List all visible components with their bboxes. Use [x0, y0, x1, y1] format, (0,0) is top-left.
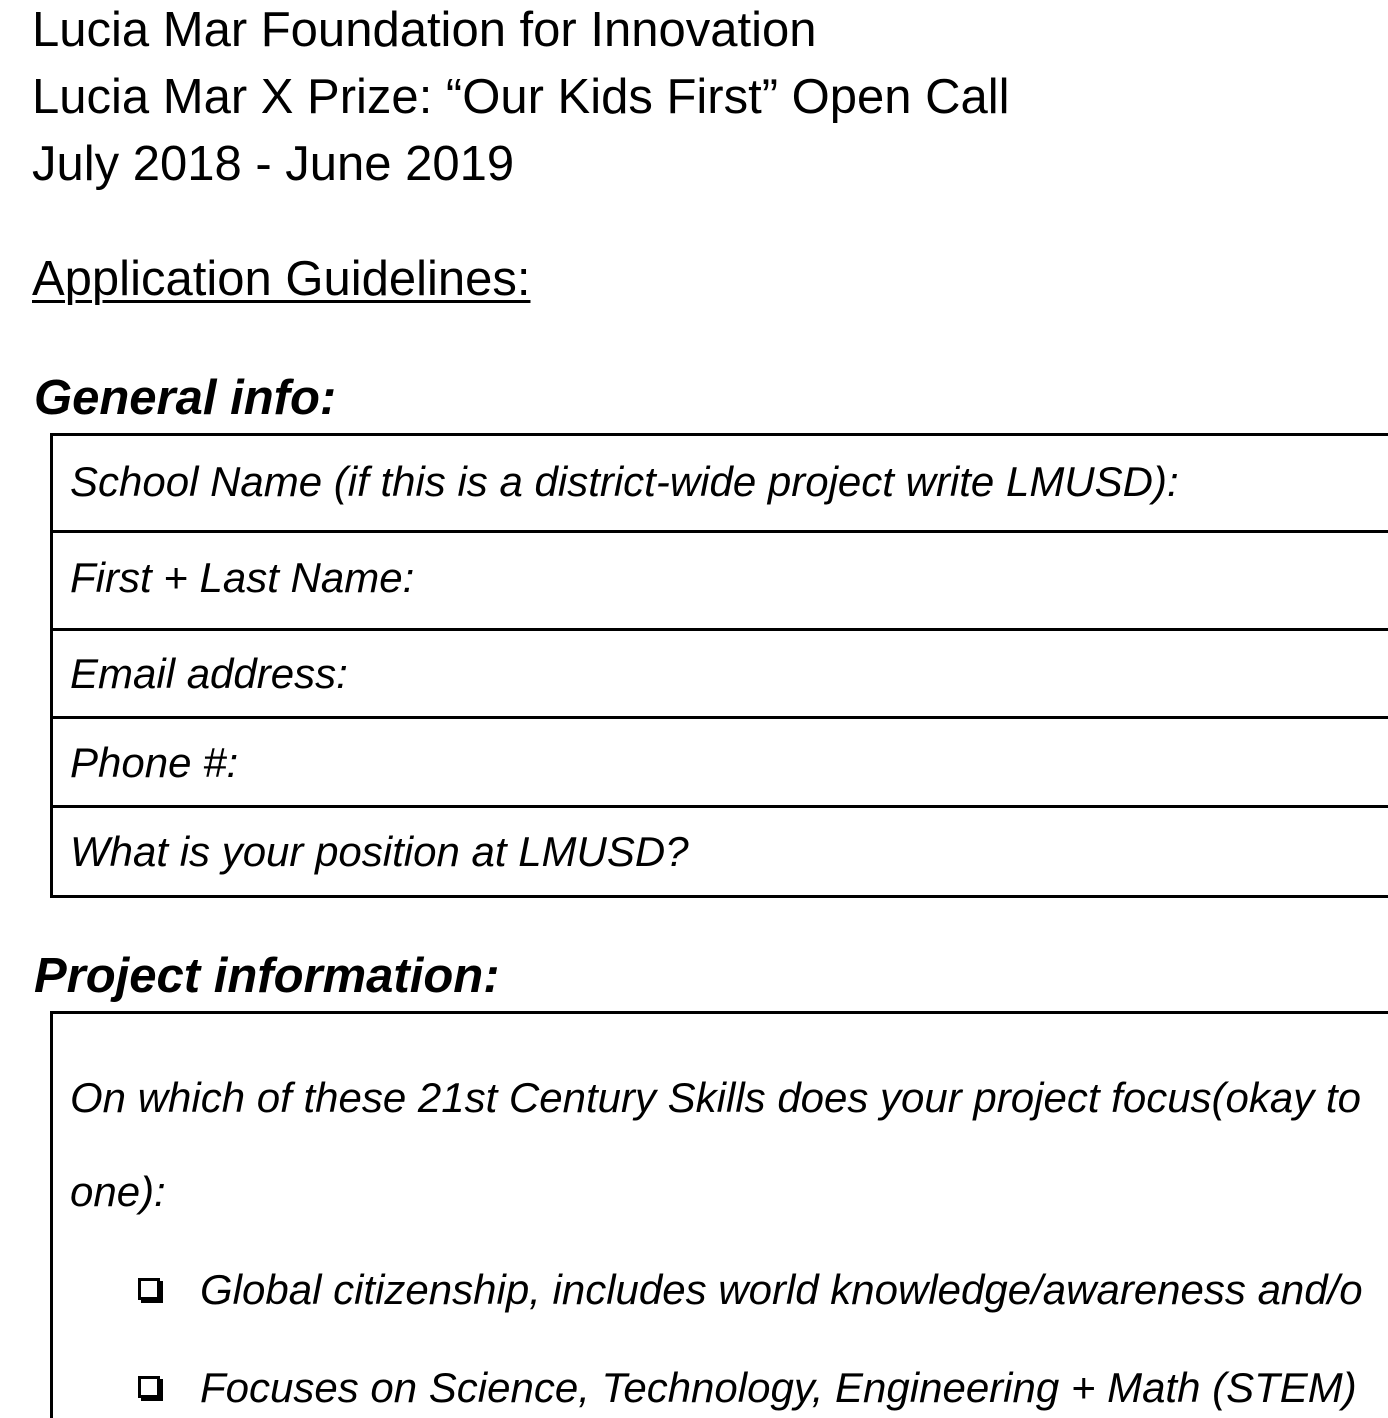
- school-name-label: School Name (if this is a district-wide project write LMUSD):: [70, 458, 1179, 505]
- general-info-heading: General info:: [34, 371, 337, 425]
- email-label: Email address:: [70, 650, 348, 697]
- phone-label: Phone #:: [70, 739, 239, 786]
- skills-question-line-2: one):: [70, 1168, 166, 1215]
- general-info-table: [50, 433, 1388, 898]
- table-row[interactable]: [53, 719, 1388, 808]
- full-name-label: First + Last Name:: [70, 554, 415, 601]
- organization-title: Lucia Mar Foundation for Innovation: [32, 3, 817, 57]
- application-guidelines-heading: Application Guidelines:: [32, 252, 531, 306]
- table-row[interactable]: [53, 436, 1388, 533]
- project-information-heading: Project information:: [34, 949, 500, 1003]
- project-information-box: [50, 1011, 1388, 1418]
- table-row[interactable]: [53, 631, 1388, 719]
- stem-checkbox[interactable]: [138, 1376, 160, 1398]
- stem-label: Focuses on Science, Technology, Engineering + Math (STEM): [200, 1364, 1357, 1411]
- global-citizenship-label: Global citizenship, includes world knowledge/awareness and/o: [200, 1266, 1363, 1313]
- table-row[interactable]: [53, 808, 1388, 898]
- program-title: Lucia Mar X Prize: “Our Kids First” Open Call: [32, 70, 1010, 124]
- position-label: What is your position at LMUSD?: [70, 828, 689, 875]
- skills-question-line-1: On which of these 21st Century Skills does your project focus(okay to: [70, 1074, 1361, 1121]
- global-citizenship-checkbox[interactable]: [138, 1278, 160, 1300]
- program-dates: July 2018 - June 2019: [32, 137, 515, 191]
- table-row[interactable]: [53, 533, 1388, 631]
